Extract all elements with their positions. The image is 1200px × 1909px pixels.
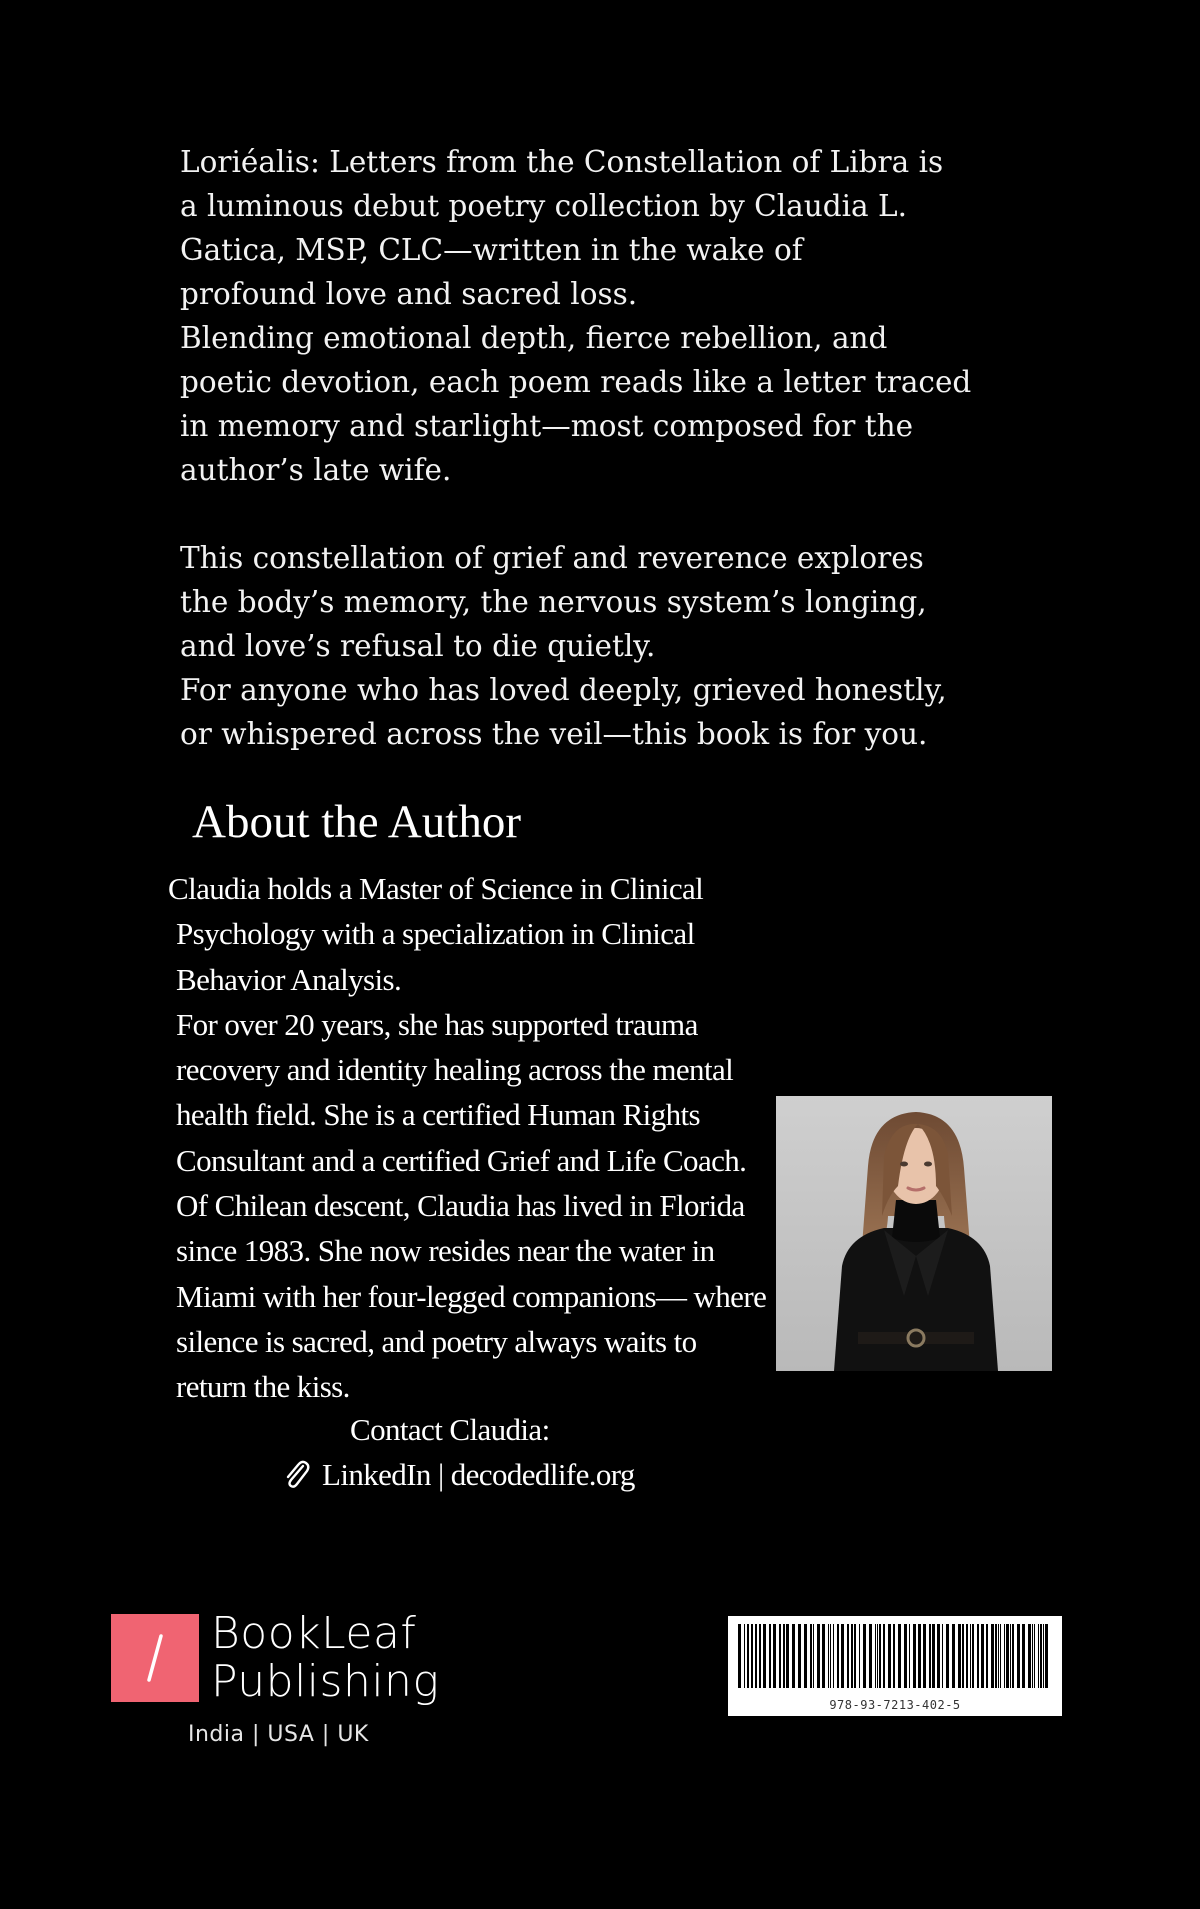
barcode-bar [817,1624,820,1688]
barcode-bar [1010,1624,1011,1688]
publisher-name [211,1610,439,1706]
description-line: and love’s refusal to die quietly. [180,629,656,663]
bio-line: Psychology with a specialization in Clinical [176,916,695,952]
bio-line: Miami with her four-legged companions— where [176,1278,767,1314]
barcode-bar [952,1624,955,1688]
contact-links-text[interactable]: LinkedIn | decodedlife.org [322,1457,635,1492]
description-line: the body’s memory, the nervous system’s longing, [180,585,927,619]
barcode-bar [747,1624,749,1688]
barcode-bar [977,1624,979,1688]
book-description [180,140,1060,756]
barcode-bar [751,1624,753,1688]
description-line: Gatica, MSP, CLC—written in the wake of [180,233,803,267]
isbn-barcode [728,1616,1062,1716]
barcode-bar [1012,1624,1014,1688]
barcode-bar [828,1624,829,1688]
barcode-bar [877,1624,878,1688]
barcode-bar [1006,1624,1009,1688]
barcode-bar [1022,1624,1025,1688]
barcode-bar [962,1624,964,1688]
description-line: This constellation of grief and reverence explores [180,541,924,575]
barcode-bar [972,1624,974,1688]
barcode-bar [1028,1624,1031,1688]
barcode-bar [822,1624,825,1688]
publisher-logo [111,1608,440,1707]
description-line: author’s late wife. [180,453,452,487]
barcode-bar [813,1624,814,1688]
barcode-bar [769,1624,771,1688]
barcode-bars [736,1624,1054,1688]
barcode-bar [837,1624,839,1688]
barcode-bar [998,1624,999,1688]
barcode-bar [1034,1624,1035,1688]
barcode-bar [875,1624,876,1688]
barcode-bar [946,1624,949,1688]
barcode-bar [888,1624,891,1688]
barcode-bar [879,1624,881,1688]
barcode-bar [744,1624,745,1688]
barcode-bar [779,1624,781,1688]
barcode-bar [995,1624,997,1688]
logo-mark [111,1614,199,1702]
publisher-name-line1: BookLeaf [211,1608,417,1659]
barcode-bar [1017,1624,1020,1688]
barcode-bar [786,1624,789,1688]
barcode-bar [1032,1624,1033,1688]
bio-line: For over 20 years, she has supported trauma [176,1006,698,1042]
contact-links [282,1453,635,1497]
barcode-bar [851,1624,853,1688]
barcode-bar [773,1624,776,1688]
barcode-bar [909,1624,910,1688]
bio-line: Behavior Analysis. [176,961,402,997]
barcode-bar [986,1624,988,1688]
barcode-bar [783,1624,785,1688]
barcode-bar [738,1624,741,1688]
barcode-bar [792,1624,795,1688]
barcode-bar [847,1624,849,1688]
bio-line: since 1983. She now resides near the water in [176,1233,715,1269]
contact-label: Contact Claudia: [350,1412,550,1447]
barcode-bar [929,1624,931,1688]
barcode-bar [942,1624,943,1688]
paperclip-icon [282,1458,312,1492]
barcode-bar [923,1624,926,1688]
description-line: poetic devotion, each poem reads like a letter traced [180,365,972,399]
barcode-bar [1045,1624,1048,1688]
paragraph-gap [180,492,1060,536]
bio-line: silence is sacred, and poetry always waits to [176,1323,697,1359]
description-line: For anyone who has loved deeply, grieved honestly, [180,673,947,707]
isbn-number: 978-93-7213-402-5 [829,1698,961,1712]
barcode-bar [830,1624,831,1688]
barcode-bar [966,1624,968,1688]
barcode-bar [958,1624,961,1688]
about-author-heading: About the Author [192,796,521,848]
barcode-bar [833,1624,834,1688]
bio-line: Consultant and a certified Grief and Life Coach. [176,1142,747,1178]
barcode-bar [810,1624,812,1688]
barcode-bar [918,1624,921,1688]
barcode-bar [859,1624,860,1688]
barcode-bar [1043,1624,1044,1688]
description-line: a luminous debut poetry collection by Claudia L. [180,189,907,223]
bio-line: Of Chilean descent, Claudia has lived in Florida [176,1188,745,1224]
barcode-bar [937,1624,940,1688]
barcode-bar [883,1624,885,1688]
barcode-bar [869,1624,872,1688]
barcode-bar [798,1624,801,1688]
barcode-bar [759,1624,761,1688]
barcode-bar [863,1624,866,1688]
barcode-bar [1000,1624,1001,1688]
barcode-bar [893,1624,895,1688]
barcode-bar [1004,1624,1005,1688]
barcode-bar [763,1624,766,1688]
author-photo [776,1096,1052,1371]
barcode-bar [804,1624,807,1688]
bio-line: return the kiss. [176,1369,350,1405]
bio-line: health field. She is a certified Human Rights [176,1097,700,1133]
barcode-bar [898,1624,901,1688]
description-line: or whispered across the veil—this book is for you. [180,717,928,751]
barcode-bar [932,1624,935,1688]
bio-line: recovery and identity healing across the mental [176,1052,734,1088]
barcode-bar [991,1624,994,1688]
description-line: Blending emotional depth, fierce rebellion, and [180,321,888,355]
barcode-bar [1040,1624,1042,1688]
description-line: Loriéalis: Letters from the Constellation of Libra is [180,145,944,179]
barcode-bar [981,1624,984,1688]
publisher-name-line2: Publishing [211,1656,440,1707]
barcode-bar [913,1624,916,1688]
barcode-bar [904,1624,907,1688]
barcode-bar [755,1624,757,1688]
author-bio [168,866,788,1410]
publisher-regions: India | USA | UK [188,1722,369,1747]
description-line: in memory and starlight—most composed for the [180,409,914,443]
barcode-bar [841,1624,844,1688]
description-line: profound love and sacred loss. [180,277,638,311]
barcode-bar [854,1624,856,1688]
barcode-bar [970,1624,971,1688]
barcode-bar [1038,1624,1039,1688]
bio-line: Claudia holds a Master of Science in Clinical [168,871,704,906]
